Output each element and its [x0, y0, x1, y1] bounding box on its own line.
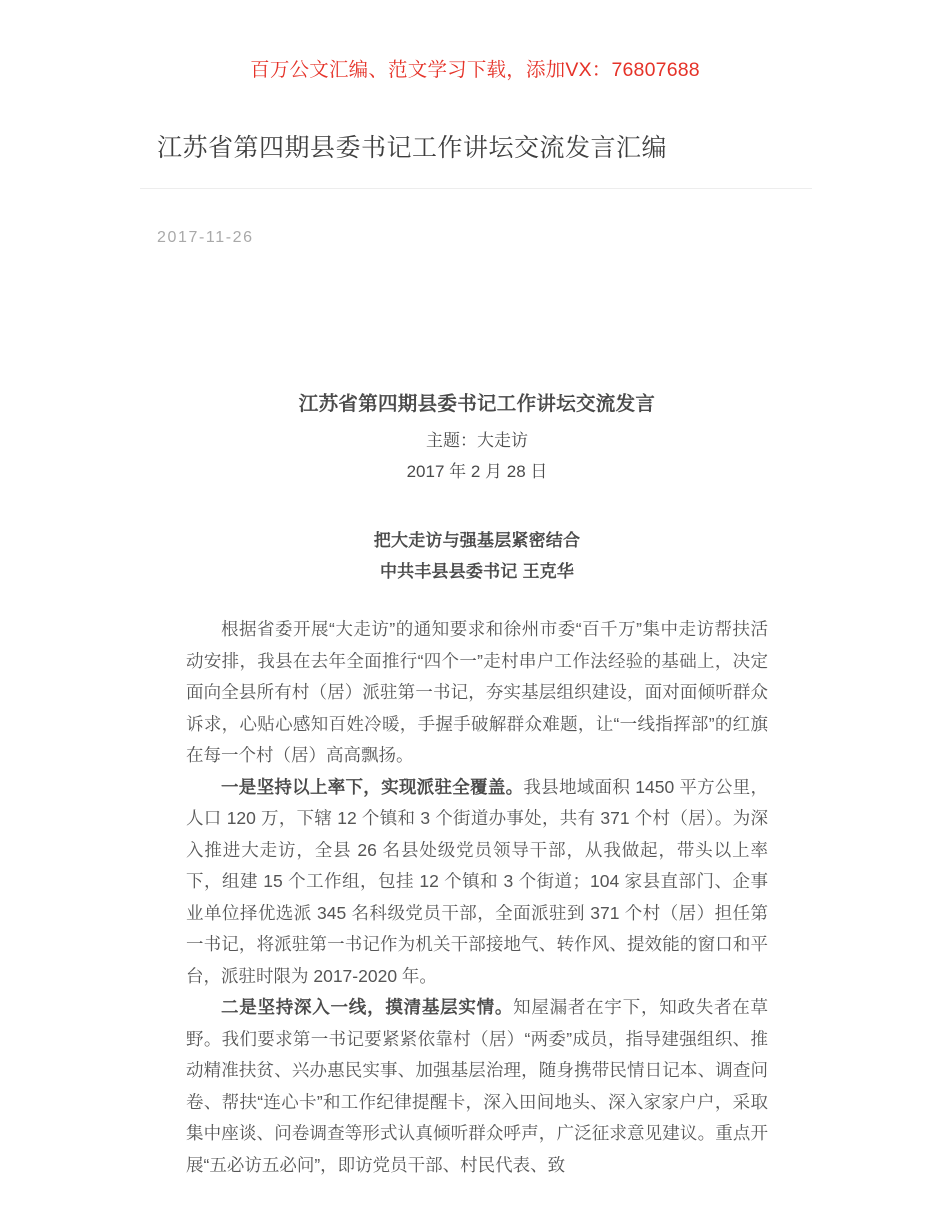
paragraph: [186, 772, 768, 993]
speaker-byline: 中共丰县县委书记 王克华: [379, 562, 575, 581]
paragraph-text: 根据省委开展“大走访”的通知要求和徐州市委“百千万”集中走访帮扶活动安排，我县在去年全面推行“四个一”走村串户工作法经验的基础上，决定面向全县所有村（居）派驻第一书记，夯实基层组织建设，面对面倾听群众诉求，心贴心感知百姓冷暖，手握手破解群众难题，让“一线指挥部”的红旗在每一个村（居）高高飘扬。: [186, 619, 768, 765]
paragraph-lead: 二是坚持深入一线，摸清基层实情。: [221, 997, 514, 1017]
promo-banner-text: 百万公文汇编、范文学习下载，添加VX：76807688: [250, 59, 700, 81]
header-divider: [140, 188, 812, 189]
document-body: [186, 388, 768, 1181]
paragraph-lead: 一是坚持以上率下，实现派驻全覆盖。: [221, 776, 524, 797]
article-header: [140, 128, 812, 197]
article-date: 2017-11-26: [157, 229, 254, 246]
document-date: 2017 年 2 月 28 日: [406, 462, 548, 481]
paragraph-text: 我县地域面积 1450 平方公里，人口 120 万，下辖 12 个镇和 3 个街道办事处，共有 371 个村（居）。为深入推进大走访，全县 26 名县处级党员领导干部，从我做起，带头以上率下，组建 15 个工作组，包挂 12 个镇和 3 个街道；104 家县直部门、企事业单位择优选派 345 名科级党员干部，全面派驻到 371 个村（居）担任第一书记，将派驻第一书记作为机关干部接地气、转作风、提效能的窗口和平台，派驻时限为 2017-2020 年。: [186, 776, 768, 986]
page-title: 江苏省第四期县委书记工作讲坛交流发言汇编: [157, 134, 668, 162]
paragraph-text: 知屋漏者在宇下，知政失者在草野。我们要求第一书记要紧紧依靠村（居）“两委”成员，指导建强组织、推动精准扶贫、兴办惠民实事、加强基层治理，随身携带民情日记本、调查问卷、帮扶“连心卡”和工作纪律提醒卡，深入田间地头、深入家家户户，采取集中座谈、问卷调查等形式认真倾听群众呼声，广泛征求意见建议。重点开展“五必访五必问”，即访党员干部、村民代表、致: [186, 997, 769, 1175]
paragraph-list: [186, 614, 768, 1181]
document-title: 江苏省第四期县委书记工作讲坛交流发言: [298, 393, 656, 415]
speech-headline: 把大走访与强基层紧密结合: [373, 531, 581, 550]
paragraph: [186, 614, 768, 772]
paragraph: [186, 992, 768, 1181]
document-subject: 主题：大走访: [426, 431, 528, 450]
